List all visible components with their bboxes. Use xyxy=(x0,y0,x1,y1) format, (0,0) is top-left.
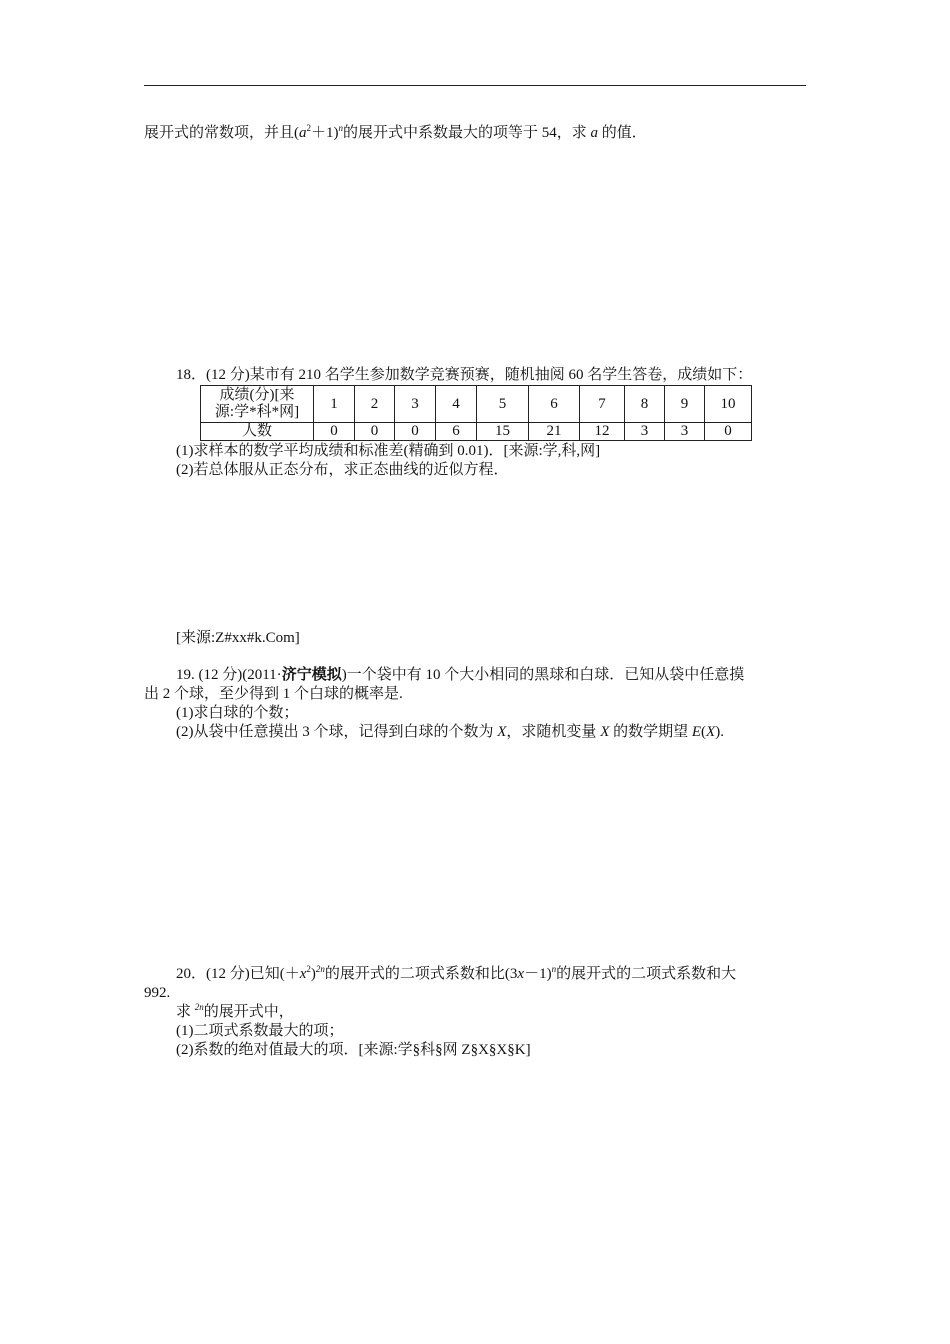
variable-X: X xyxy=(706,724,716,740)
text-segment: 的展开式的二项式系数和比(3 xyxy=(324,966,518,982)
exponent-n: n xyxy=(551,964,557,974)
count-cell: 12 xyxy=(580,423,625,441)
q20-line1 xyxy=(176,965,736,984)
score-cell: 5 xyxy=(477,386,529,423)
text-segment: 的展开式的二项式系数和大 xyxy=(556,966,737,982)
score-cell: 9 xyxy=(665,386,705,423)
variable-a: a xyxy=(299,125,307,141)
text-segment: 20．(12 分)已知(＋ xyxy=(176,966,300,982)
header-label-line: 源:学*科*网] xyxy=(214,404,300,420)
text-segment: ( xyxy=(701,724,707,740)
variable-X: X xyxy=(600,724,610,740)
header-rule xyxy=(144,85,806,86)
q18-part1: (1)求样本的数学平均成绩和标准差(精确到 0.01)．[来源:学,科,网] xyxy=(176,443,601,459)
count-cell: 21 xyxy=(529,423,580,441)
text-segment: 的值． xyxy=(598,125,647,141)
exponent: 2 xyxy=(306,123,311,133)
score-row xyxy=(201,386,752,423)
text-segment: ). xyxy=(715,724,724,740)
text-segment: (2)从袋中任意摸出 3 个球，记得到白球的个数为 xyxy=(176,724,498,740)
count-header-cell: 人数 xyxy=(201,423,314,441)
exponent-2n: 2n xyxy=(315,964,325,974)
exponent: 2 xyxy=(306,964,311,974)
q19-part1: (1)求白球的个数； xyxy=(176,705,299,721)
q19-line2: 出 2 个球，至少得到 1 个白球的概率是. xyxy=(144,686,403,702)
text-segment: 求 xyxy=(176,1004,195,1020)
text-segment: －1) xyxy=(524,966,552,982)
count-cell: 3 xyxy=(665,423,705,441)
count-cell: 0 xyxy=(314,423,355,441)
count-row xyxy=(201,423,752,441)
count-cell: 3 xyxy=(625,423,665,441)
count-cell: 15 xyxy=(477,423,529,441)
score-cell: 10 xyxy=(705,386,752,423)
exponent-2n: 2n xyxy=(194,1002,204,1012)
variable-a: a xyxy=(590,125,599,141)
variable-x: x xyxy=(517,966,525,982)
source-region: 济宁模拟 xyxy=(281,667,342,683)
variable-E: E xyxy=(691,724,702,740)
count-cell: 0 xyxy=(705,423,752,441)
text-segment: 展开式的常数项，并且( xyxy=(144,125,299,141)
q20-line2: 992. xyxy=(144,985,171,1001)
count-cell: 0 xyxy=(355,423,395,441)
text-segment: )一个袋中有 10 个大小相同的黑球和白球．已知从袋中任意摸 xyxy=(341,667,745,683)
text-segment: 的展开式中， xyxy=(203,1004,294,1020)
count-cell: 0 xyxy=(395,423,436,441)
exponent-n: n xyxy=(338,123,343,133)
score-cell: 7 xyxy=(580,386,625,423)
score-table xyxy=(200,385,752,441)
q19-part2 xyxy=(176,723,724,742)
header-label-line: 成绩(分)[来 xyxy=(219,387,295,403)
q20-part2: (2)系数的绝对值最大的项．[来源:学§科§网 Z§X§X§K] xyxy=(176,1042,531,1058)
variable-x: x xyxy=(299,966,307,982)
q18-intro: 18．(12 分)某市有 210 名学生参加数学竞赛预赛，随机抽阅 60 名学生答卷，成绩如下： xyxy=(176,367,753,383)
text-segment: ＋1) xyxy=(311,125,339,141)
text-segment: ，求随机变量 xyxy=(506,724,601,740)
score-cell: 1 xyxy=(314,386,355,423)
continuation-line xyxy=(144,124,647,143)
source-note: [来源:Z#xx#k.Com] xyxy=(176,630,300,646)
q20-part1: (1)二项式系数最大的项； xyxy=(176,1023,344,1039)
text-segment: 的数学期望 xyxy=(609,724,692,740)
q20-line3 xyxy=(176,1003,294,1022)
score-cell: 3 xyxy=(395,386,436,423)
score-cell: 4 xyxy=(436,386,477,423)
text-segment: ) xyxy=(310,966,316,982)
variable-X: X xyxy=(497,724,507,740)
score-cell: 8 xyxy=(625,386,665,423)
count-cell: 6 xyxy=(436,423,477,441)
score-header-cell xyxy=(201,386,314,423)
score-cell: 6 xyxy=(529,386,580,423)
score-cell: 2 xyxy=(355,386,395,423)
q19-line1 xyxy=(176,666,744,685)
text-segment: 的展开式中系数最大的项等于 54，求 xyxy=(343,125,591,141)
text-segment: 19. (12 分)(2011· xyxy=(176,667,282,683)
q18-part2: (2)若总体服从正态分布，求正态曲线的近似方程． xyxy=(176,462,509,478)
